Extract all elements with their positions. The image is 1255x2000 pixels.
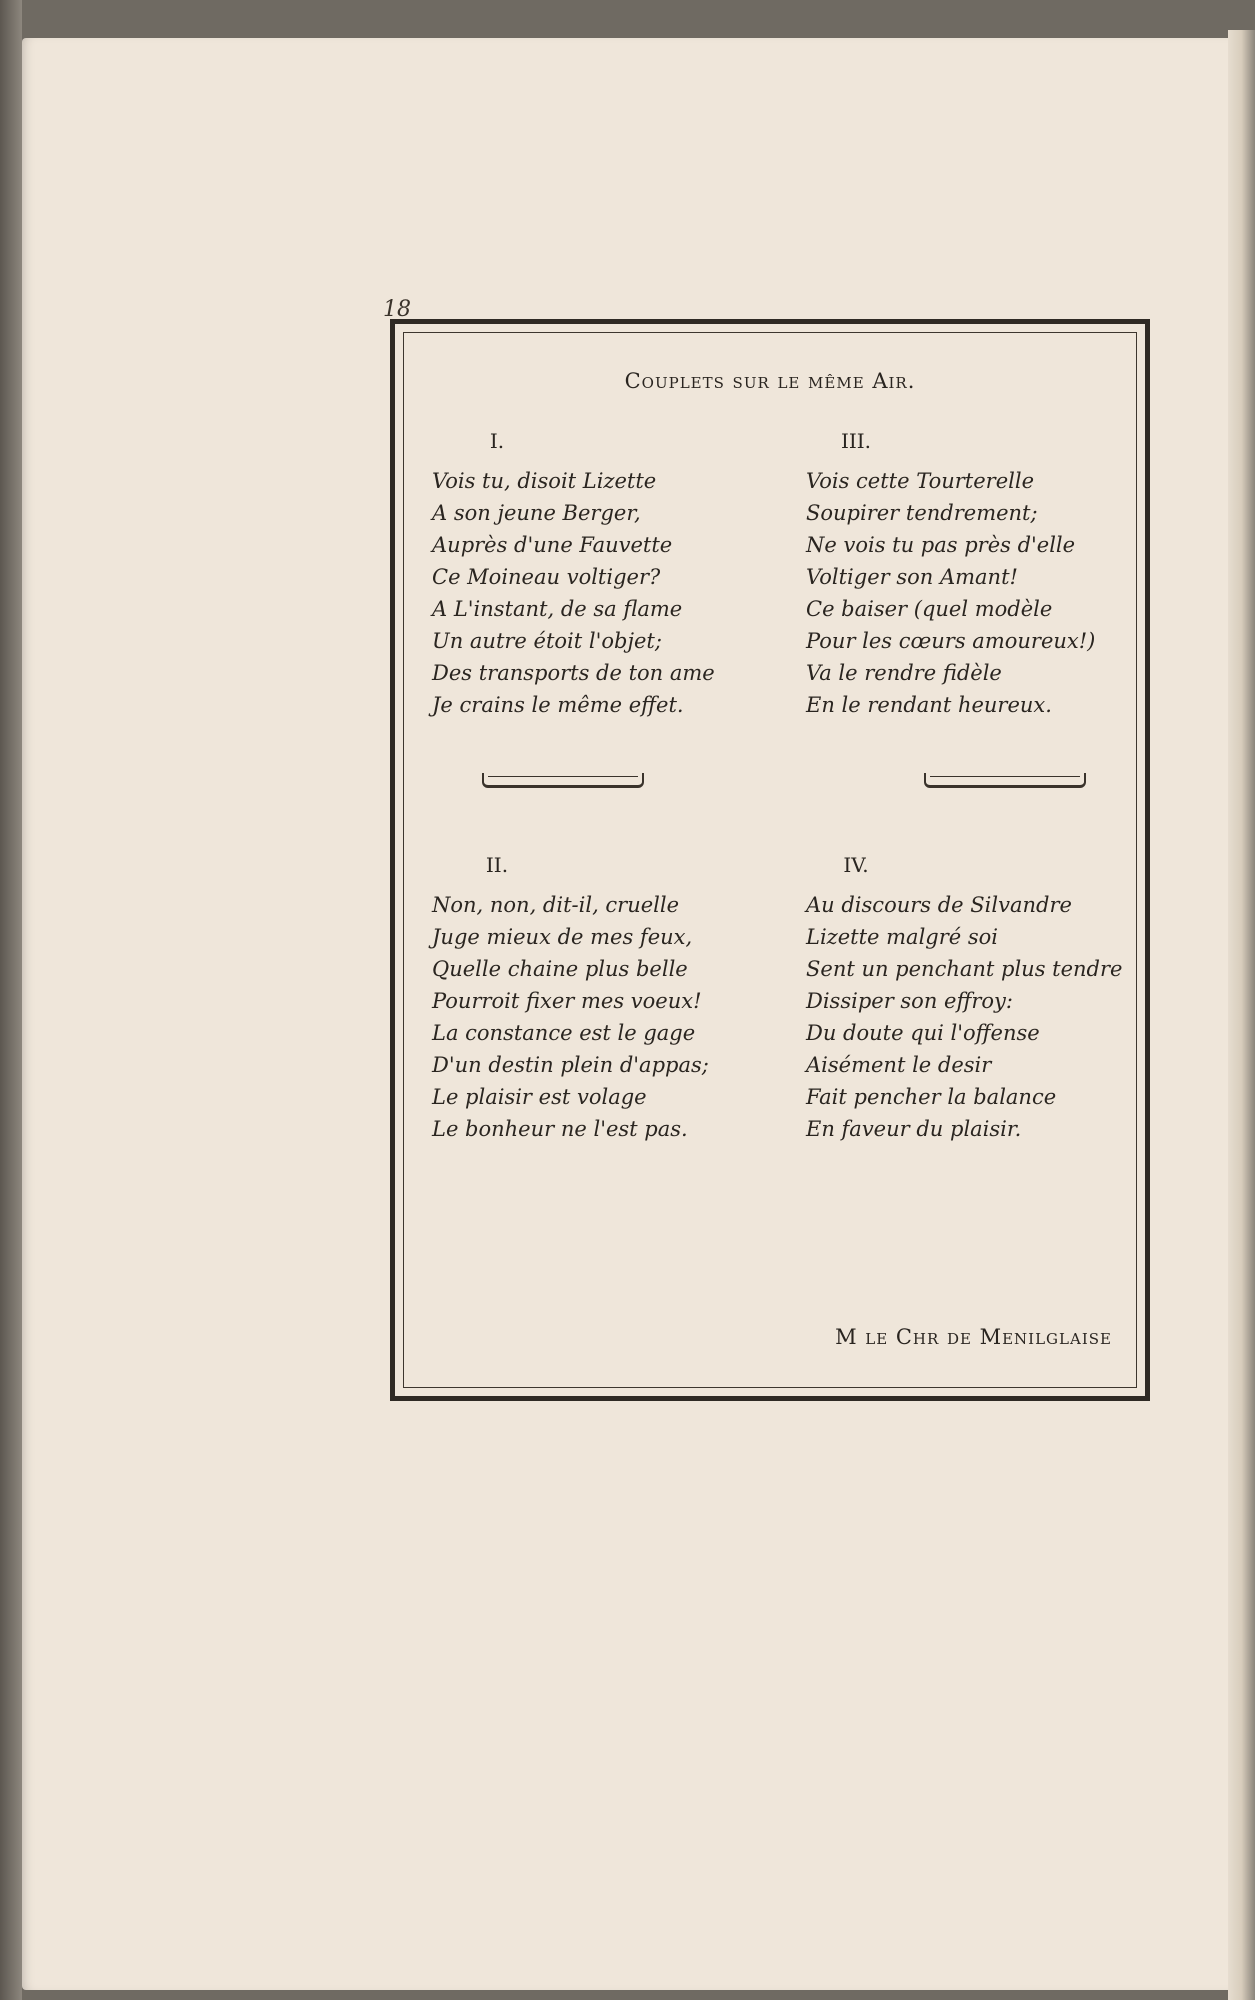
verse-line: Ne vois tu pas près d'elle [806, 533, 1076, 557]
stanza-3 [806, 429, 1146, 721]
verse-line: Lizette malgré soi [806, 925, 999, 949]
verse-line: Juge mieux de mes feux, [432, 925, 693, 949]
verse-line: Dissiper son effroy: [806, 989, 1013, 1013]
verse-line: Pourroit fixer mes voeux! [432, 989, 702, 1013]
verse-line: Soupirer tendrement; [806, 501, 1038, 525]
verse-line: Le bonheur ne l'est pas. [432, 1117, 688, 1141]
verse-line: A son jeune Berger, [432, 501, 641, 525]
engraved-frame [390, 319, 1150, 1401]
verse-line: D'un destin plein d'appas; [432, 1053, 709, 1077]
page-edge [1228, 30, 1255, 2000]
verse-line: Quelle chaine plus belle [432, 957, 688, 981]
verse-line: Le plaisir est volage [432, 1085, 647, 1109]
verse-line: Fait pencher la balance [806, 1085, 1057, 1109]
verse-line: La constance est le gage [432, 1021, 696, 1045]
stanza-number: IV. [843, 853, 869, 877]
verse-line: Va le rendre fidèle [806, 661, 1002, 685]
verse-line: Ce Moineau voltiger? [432, 565, 661, 589]
verse-line: A L'instant, de sa flame [432, 597, 683, 621]
verse-line: En le rendant heureux. [806, 693, 1052, 717]
verse-line: Je crains le même effet. [432, 693, 684, 717]
verse-line: Au discours de Silvandre [806, 893, 1072, 917]
verse-line: Aisément le desir [806, 1053, 992, 1077]
stanza-4 [806, 853, 1146, 1145]
verse-line: Non, non, dit-il, cruelle [432, 893, 680, 917]
book-gutter-shadow [0, 0, 22, 2000]
stanza-number: II. [485, 853, 509, 877]
verse-line: Pour les cœurs amoureux!) [806, 629, 1096, 653]
verse-line: Voltiger son Amant! [806, 565, 1018, 589]
verse-line: Auprès d'une Fauvette [432, 533, 673, 557]
ornamental-divider [924, 773, 1086, 788]
stanza-1 [432, 429, 772, 721]
page-number: 18 [383, 297, 411, 322]
stanza-number: III. [840, 429, 872, 453]
author-signature: M le Chr de Menilglaise [835, 1325, 1112, 1349]
stanza-number: I. [489, 429, 505, 453]
verse-line: Sent un penchant plus tendre [806, 957, 1123, 981]
verse-line: Ce baiser (quel modèle [806, 597, 1053, 621]
page-title: Couplets sur le même Air. [624, 369, 916, 393]
verse-line: Du doute qui l'offense [806, 1021, 1040, 1045]
stanza-2 [432, 853, 772, 1145]
verse-line: Vois tu, disoit Lizette [432, 469, 657, 493]
ornamental-divider [482, 773, 644, 788]
inner-frame-rule [403, 332, 1137, 1388]
verse-line: Un autre étoit l'objet; [432, 629, 662, 653]
verse-line: Des transports de ton ame [432, 661, 715, 685]
verse-line: En faveur du plaisir. [806, 1117, 1022, 1141]
verse-line: Vois cette Tourterelle [806, 469, 1034, 493]
